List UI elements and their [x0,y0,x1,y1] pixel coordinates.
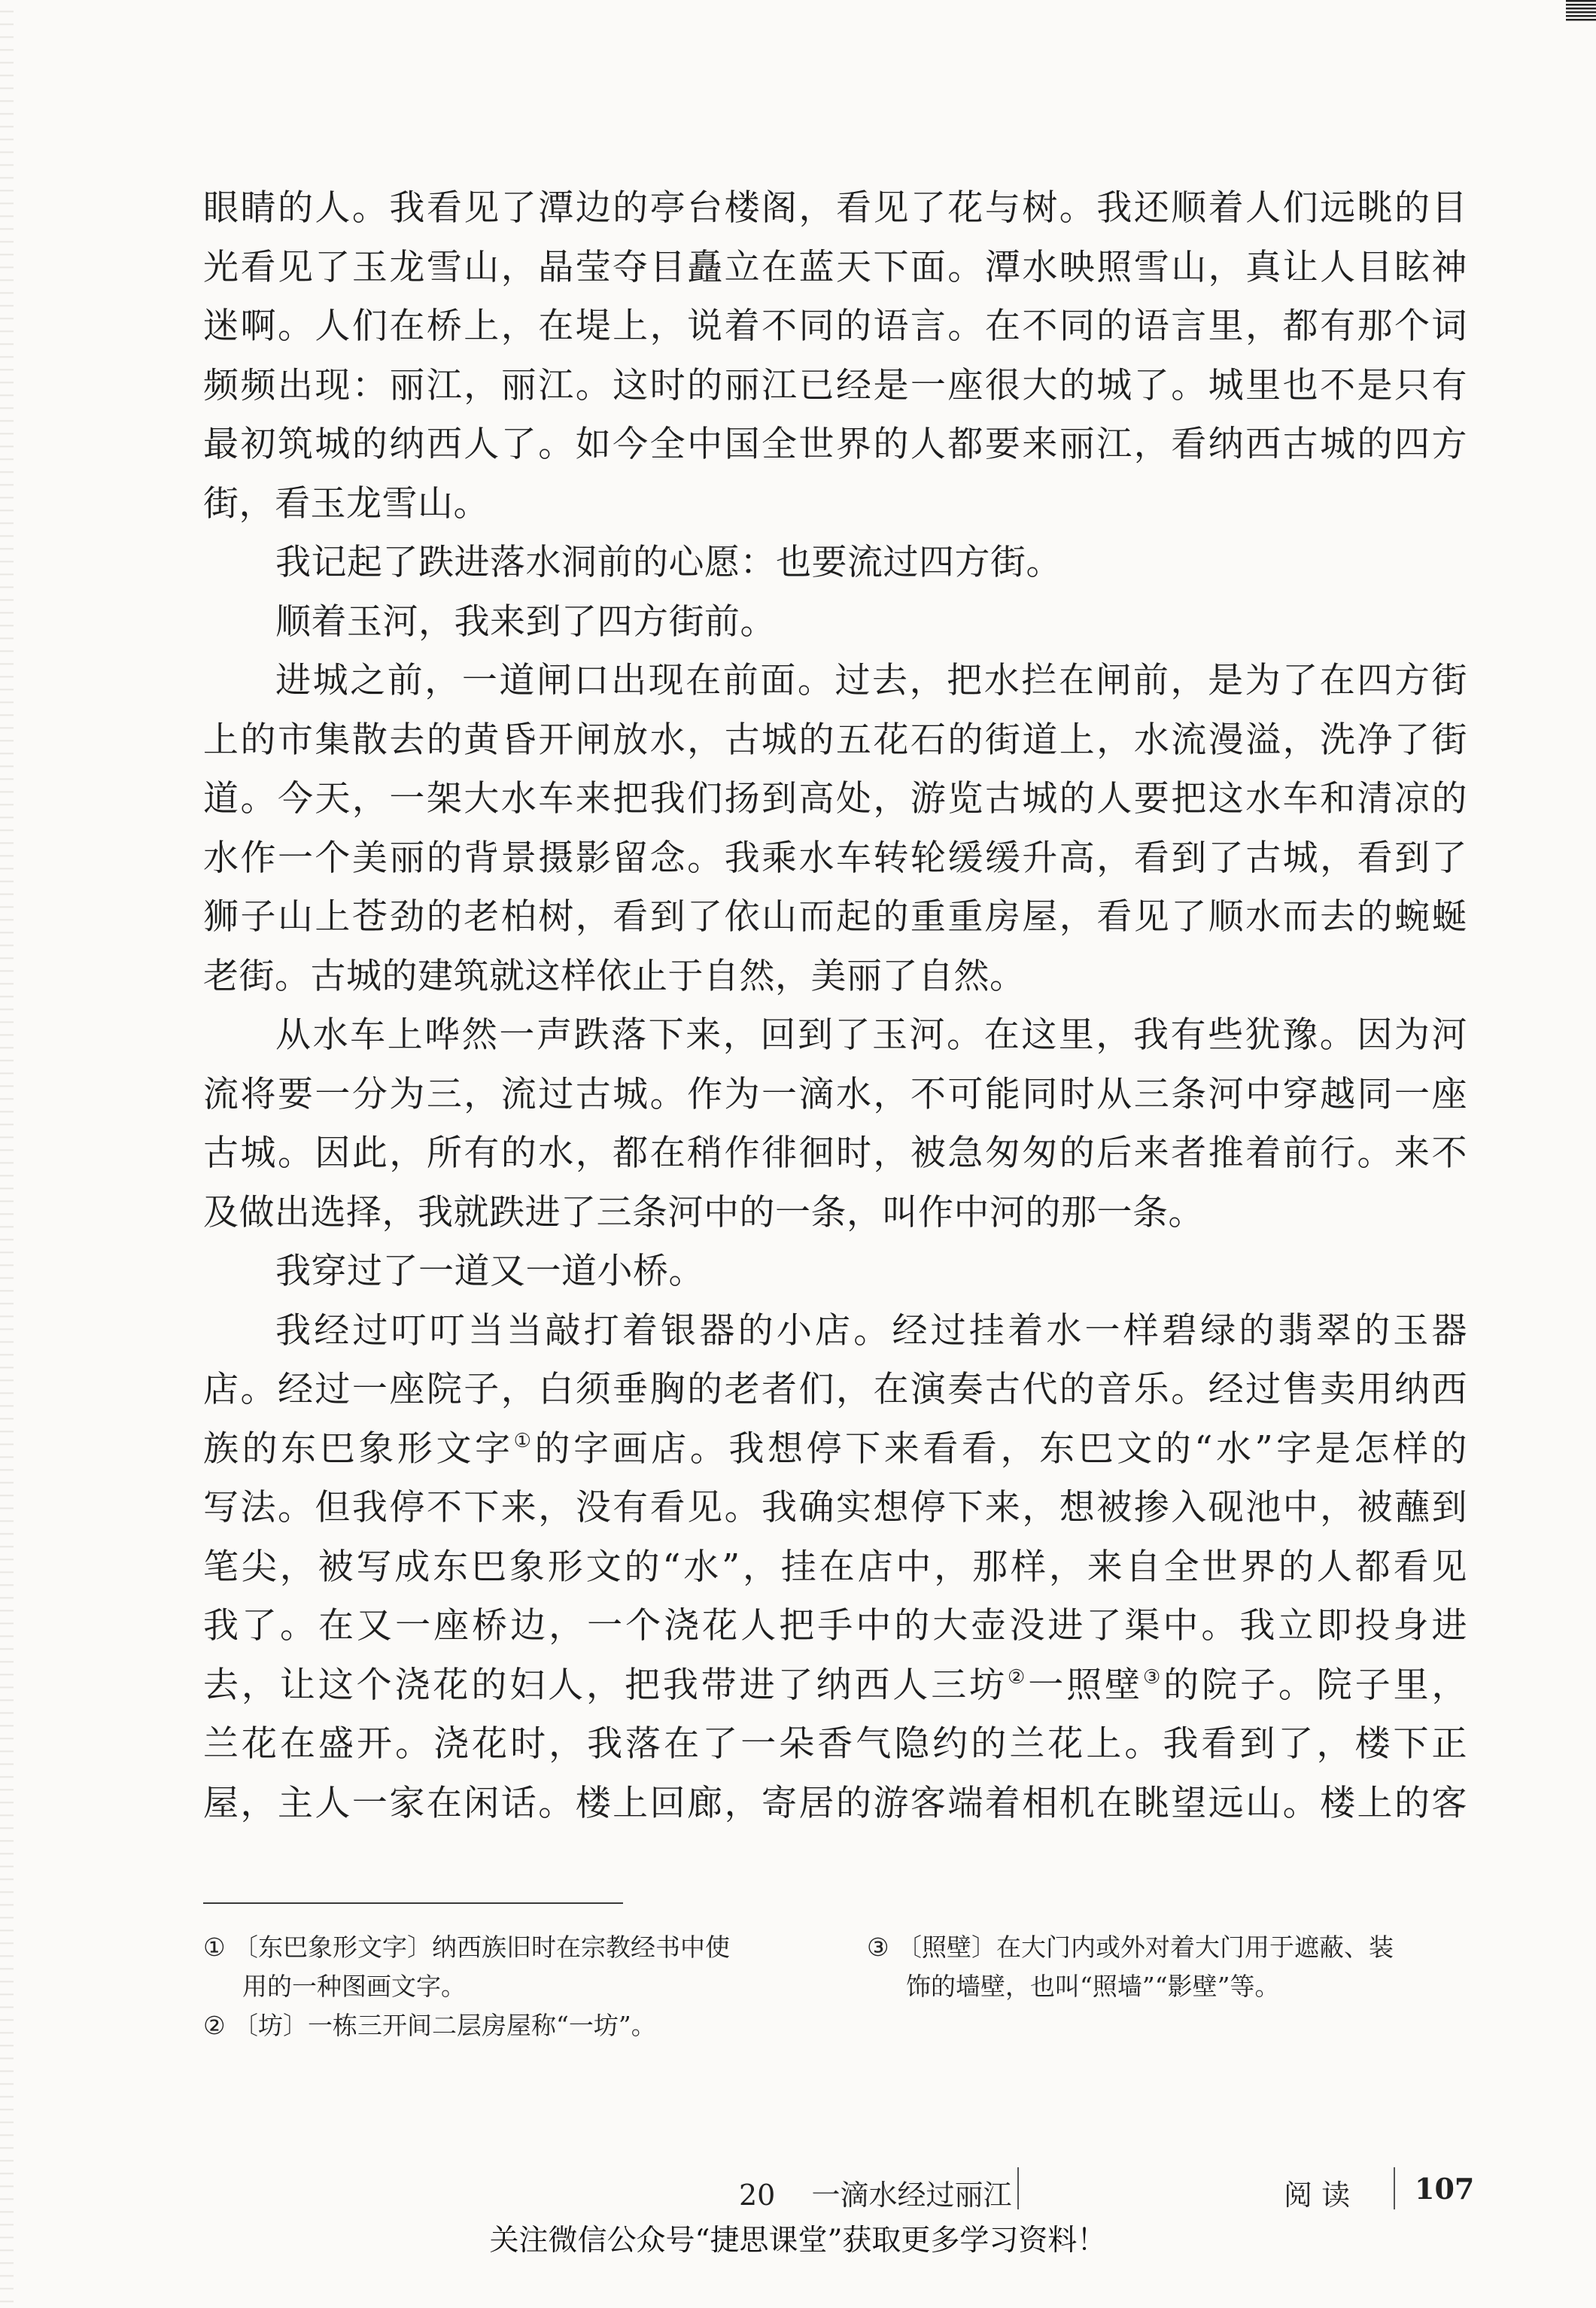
text-line: 频频出现：丽江，丽江。这时的丽江已经是一座很大的城了。城里也不是只有 [203,364,1467,406]
text-line: 写法。但我停不下来，没有看见。我确实想停下来，想被掺入砚池中，被蘸到 [203,1487,1467,1528]
text-line: 兰花在盛开。浇花时，我落在了一朵香气隐约的兰花上。我看到了，楼下正 [203,1723,1467,1765]
footnote-number: ③ [867,1932,889,1962]
footnote-text: 用的一种图画文字。 [242,1972,466,2001]
text-line: 我了。在又一座桥边，一个浇花人把手中的大壶没进了渠中。我立即投身进 [203,1605,1467,1647]
lesson-title: 一滴水经过丽江 [811,2179,1012,2212]
text-line: 流将要一分为三，流过古城。作为一滴水，不可能同时从三条河中穿越同一座 [203,1073,1467,1115]
footnote-2 [203,2006,656,2045]
scan-left-edge [0,0,14,2308]
text-line: 笔尖，被写成东巴象形文的“水”，挂在店中，那样，来自全世界的人都看见 [203,1546,1467,1588]
text-line: 老街。古城的建筑就这样依止于自然，美丽了自然。 [203,955,1026,997]
text-line: 进城之前，一道闸口出现在前面。过去，把水拦在闸前，是为了在四方街 [275,660,1467,701]
watermark-text: 关注微信公众号“捷思课堂”获取更多学习资料！ [489,2224,1107,2258]
text-line: 从水车上哗然一声跌落下来，回到了玉河。在这里，我有些犹豫。因为河 [275,1014,1467,1056]
footnote-number: ① [203,1932,226,1962]
footnote-text: 饰的墙壁，也叫“照墙”“影壁”等。 [906,1972,1280,2001]
footnote-text: 〔东巴象形文字〕纳西族旧时在宗教经书中使 [233,1932,730,1962]
footnote-text: 〔照壁〕在大门内或外对着大门用于遮蔽、装 [897,1932,1394,1962]
footnote-ref-3: ③ [1142,1665,1164,1689]
text-line: 及做出选择，我就跌进了三条河中的一条，叫作中河的那一条。 [203,1191,1204,1233]
footnote-1 [203,1928,730,2006]
text-line: 水作一个美丽的背景摄影留念。我乘水车转轮缓缓升高，看到了古城，看到了 [203,837,1467,879]
main-text [203,179,1467,1833]
lesson-number: 20 [739,2179,776,2212]
text-line: 最初筑城的纳西人了。如今全中国全世界的人都要来丽江，看纳西古城的四方 [203,424,1467,465]
text-line: 上的市集散去的黄昏开闸放水，古城的五花石的街道上，水流漫溢，洗净了街 [203,719,1467,761]
text-segment: 一照壁 [1028,1664,1143,1706]
page-number: 107 [1415,2172,1475,2206]
scan-corner-mark [1566,0,1596,21]
footnote-number: ② [203,2011,226,2040]
text-line: 道。今天，一架大水车来把我们扬到高处，游览古城的人要把这水车和清凉的 [203,778,1467,820]
text-line: 店。经过一座院子，白须垂胸的老者们，在演奏古代的音乐。经过售卖用纳西 [203,1369,1467,1410]
section-label: 阅 读 [1284,2179,1351,2212]
running-footer-lesson [739,2172,1012,2213]
text-line: 我穿过了一道又一道小桥。 [275,1251,704,1292]
footnote-ref-2: ② [1008,1665,1029,1689]
text-line: 街，看玉龙雪山。 [203,482,489,525]
text-line: 光看见了玉龙雪山，晶莹夺目矗立在蓝天下面。潭水映照雪山，真让人目眩神 [203,246,1467,288]
footnote-divider [203,1902,623,1904]
footnote-3 [867,1928,1394,2006]
footnote-ref-1: ① [513,1429,535,1452]
footer-divider [1017,2167,1019,2209]
text-line: 屋，主人一家在闲话。楼上回廊，寄居的游客端着相机在眺望远山。楼上的客 [203,1782,1467,1824]
text-line: 我记起了跌进落水洞前的心愿：也要流过四方街。 [275,542,1062,583]
text-line: 狮子山上苍劲的老柏树，看到了依山而起的重重房屋，看见了顺水而去的蜿蜒 [203,896,1467,938]
text-line [203,1420,1467,1479]
text-line: 我经过叮叮当当敲打着银器的小店。经过挂着水一样碧绿的翡翠的玉器 [275,1309,1467,1352]
text-line: 古城。因此，所有的水，都在稍作徘徊时，被急匆匆的后来者推着前行。来不 [203,1133,1467,1174]
text-segment: 去，让这个浇花的妇人，把我带进了纳西人三坊 [203,1664,1008,1706]
footer-divider [1394,2167,1395,2209]
footnote-text: 〔坊〕一栋三开间二层房屋称“一坊”。 [233,2011,656,2040]
text-line: 迷啊。人们在桥上，在堤上，说着不同的语言。在不同的语言里，都有那个词 [203,306,1467,347]
text-line: 眼睛的人。我看见了潭边的亭台楼阁，看见了花与树。我还顺着人们远眺的目 [203,187,1467,229]
text-segment: 的院子。院子里， [1163,1664,1468,1706]
text-line [203,1656,1467,1716]
text-segment: 的字画店。我想停下来看看，东巴文的“水”字是怎样的 [534,1428,1467,1470]
text-line: 顺着玉河，我来到了四方街前。 [275,601,776,643]
text-segment: 族的东巴象形文字 [203,1428,514,1470]
